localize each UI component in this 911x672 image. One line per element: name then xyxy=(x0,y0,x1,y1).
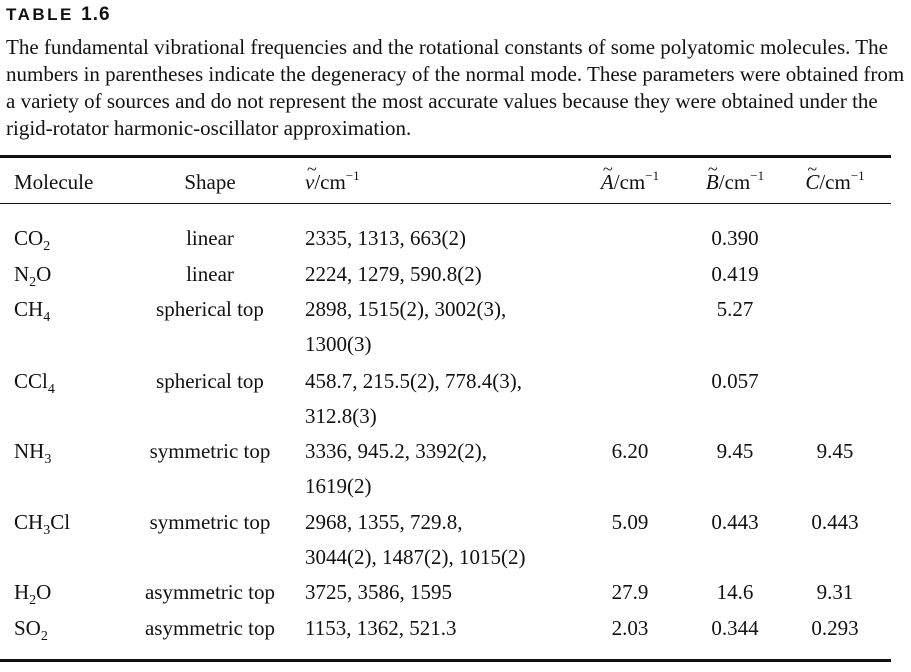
frequency-cell: 458.7, 215.5(2), 778.4(3), xyxy=(305,369,522,393)
header-c xyxy=(790,170,880,194)
frequency-cell: 3336, 945.2, 3392(2), xyxy=(305,439,487,463)
molecule-cell xyxy=(14,262,52,290)
header-exponent: −1 xyxy=(345,168,360,183)
header-molecule: Molecule xyxy=(14,170,94,194)
frequency-cell: 2968, 1355, 729.8, xyxy=(305,510,463,534)
header-exponent: −1 xyxy=(750,168,765,183)
molecule-formula: H xyxy=(14,580,30,604)
table-caption: The fundamental vibrational frequencies and the rotational constants of some polyatomic molecules. The numbers in parentheses indicate the degeneracy of the normal mode. These parameters were obtained from a variety of sources and do not represent the most accurate values because they were obtained under the rigid-rotator harmonic-oscillator approximation. xyxy=(6,35,905,140)
molecule-formula-tail: Cl xyxy=(50,510,71,534)
molecule-cell xyxy=(14,226,51,254)
molecule-formula: N xyxy=(14,262,30,286)
frequency-cell: 1153, 1362, 521.3 xyxy=(305,616,457,640)
frequency-cell: 2335, 1313, 663(2) xyxy=(305,226,466,250)
b-constant-cell: 0.419 xyxy=(711,262,759,286)
frequency-cell: 2224, 1279, 590.8(2) xyxy=(305,262,482,286)
header-exponent: −1 xyxy=(850,168,865,183)
b-constant-cell: 0.057 xyxy=(711,369,759,393)
shape-cell: linear xyxy=(186,226,234,250)
c-constant-cell: 0.293 xyxy=(811,616,859,640)
shape-cell: spherical top xyxy=(156,297,264,321)
shape-cell: symmetric top xyxy=(149,439,271,463)
molecule-subscript: 2 xyxy=(29,275,37,290)
header-unit: /cm xyxy=(718,170,751,194)
molecule-cell xyxy=(14,297,51,325)
molecule-subscript: 2 xyxy=(40,629,48,644)
shape-cell: spherical top xyxy=(156,369,264,393)
frequency-cell-continued: 1300(3) xyxy=(305,332,372,356)
a-constant-cell: 2.03 xyxy=(611,616,649,640)
b-constant-cell: 0.344 xyxy=(711,616,759,640)
c-constant-cell: 9.31 xyxy=(816,580,854,604)
molecule-formula: CH xyxy=(14,297,44,321)
c-constant-cell: 9.45 xyxy=(816,439,854,463)
table-label xyxy=(6,4,111,26)
shape-cell: asymmetric top xyxy=(144,616,276,640)
molecule-subscript: 2 xyxy=(29,593,37,608)
molecule-subscript: 3 xyxy=(43,523,51,538)
shape-cell: asymmetric top xyxy=(144,580,276,604)
a-constant-cell: 27.9 xyxy=(611,580,649,604)
a-constant-cell: 5.09 xyxy=(611,510,649,534)
shape-cell: linear xyxy=(186,262,234,286)
header-exponent: −1 xyxy=(645,168,660,183)
table-label-word: TABLE xyxy=(6,5,74,24)
nu-symbol: ~ ν xyxy=(305,170,314,194)
molecule-cell xyxy=(14,580,52,608)
molecule-formula-tail: O xyxy=(36,262,52,286)
molecule-subscript: 2 xyxy=(43,239,51,254)
molecule-subscript: 4 xyxy=(43,310,51,325)
molecule-cell xyxy=(14,510,71,538)
molecule-formula: CO xyxy=(14,226,44,250)
a-symbol: ~ A xyxy=(601,170,614,194)
header-b xyxy=(690,170,780,194)
molecule-formula: CCl xyxy=(14,369,48,393)
molecule-cell xyxy=(14,616,48,644)
c-constant-cell: 0.443 xyxy=(811,510,859,534)
molecule-formula: SO xyxy=(14,616,41,640)
molecule-formula-tail: O xyxy=(36,580,52,604)
a-constant-cell: 6.20 xyxy=(611,439,649,463)
b-constant-cell: 0.390 xyxy=(711,226,759,250)
header-unit: /cm xyxy=(819,170,851,194)
frequency-cell-continued: 1619(2) xyxy=(305,474,372,498)
b-symbol: ~ B xyxy=(706,170,719,194)
shape-cell: symmetric top xyxy=(149,510,271,534)
header-rule xyxy=(0,203,891,204)
top-rule xyxy=(0,155,891,158)
header-shape: Shape xyxy=(184,170,236,194)
b-constant-cell: 0.443 xyxy=(711,510,759,534)
b-constant-cell: 14.6 xyxy=(716,580,754,604)
header-unit: /cm xyxy=(613,170,646,194)
table-number: 1.6 xyxy=(81,4,111,25)
frequency-cell-continued: 312.8(3) xyxy=(305,404,377,428)
header-unit: /cm xyxy=(314,170,346,194)
molecule-formula: NH xyxy=(14,439,45,463)
molecule-subscript: 4 xyxy=(47,382,55,397)
b-constant-cell: 9.45 xyxy=(716,439,754,463)
header-frequency xyxy=(305,170,360,194)
frequency-cell-continued: 3044(2), 1487(2), 1015(2) xyxy=(305,545,526,569)
molecule-subscript: 3 xyxy=(44,452,52,467)
molecule-formula: CH xyxy=(14,510,44,534)
header-a xyxy=(585,170,675,194)
c-symbol: ~ C xyxy=(805,170,819,194)
bottom-rule xyxy=(0,659,891,662)
b-constant-cell: 5.27 xyxy=(716,297,754,321)
frequency-cell: 3725, 3586, 1595 xyxy=(305,580,452,604)
molecule-cell xyxy=(14,439,52,467)
frequency-cell: 2898, 1515(2), 3002(3), xyxy=(305,297,507,321)
molecule-cell xyxy=(14,369,55,397)
